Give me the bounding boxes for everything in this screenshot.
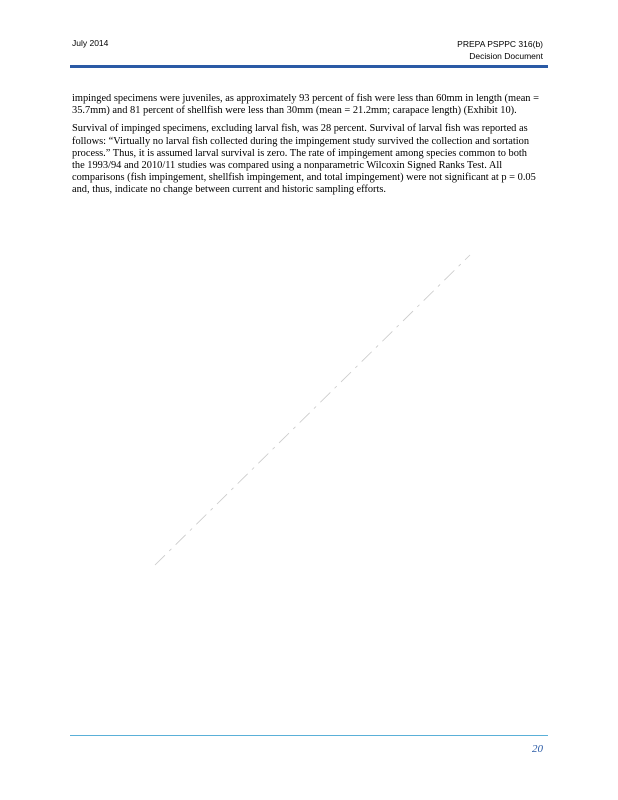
page-number: 20 xyxy=(532,743,543,755)
header-doc-id: PREPA PSPPC 316(b) xyxy=(457,39,543,49)
header-doc-type: Decision Document xyxy=(469,51,543,61)
paragraph-survival: Survival of impinged specimens, excluding larval fish, was 28 percent. Survival of larval fish was reported as follows: “Virtually no larval fish collected during the impingement study survived the collection and sortation process.” Thus, it is assumed larval survival is zero. The rate of impingement among species common to both the 1993/94 and 2010/11 studies was compared using a nonparametric Wilcoxin Signed Ranks Test. All comparisons (fish impingement, shellfish impingement, and total impingement) were not significant at p = 0.05 and, thus, indicate no change between current and historic sampling efforts. xyxy=(72,123,536,196)
paragraph-impinged-specimens: impinged specimens were juveniles, as approximately 93 percent of fish were less than 60mm in length (mean = 35.7mm) and 81 percent of shellfish were less than 30mm (mean = 21.2mm; carapace length) (Exhibit 10). xyxy=(72,93,539,117)
header-document-info xyxy=(457,38,543,62)
header-rule xyxy=(70,65,548,68)
header-date: July 2014 xyxy=(72,38,109,48)
body-text xyxy=(72,93,542,203)
footer-rule xyxy=(70,735,548,736)
